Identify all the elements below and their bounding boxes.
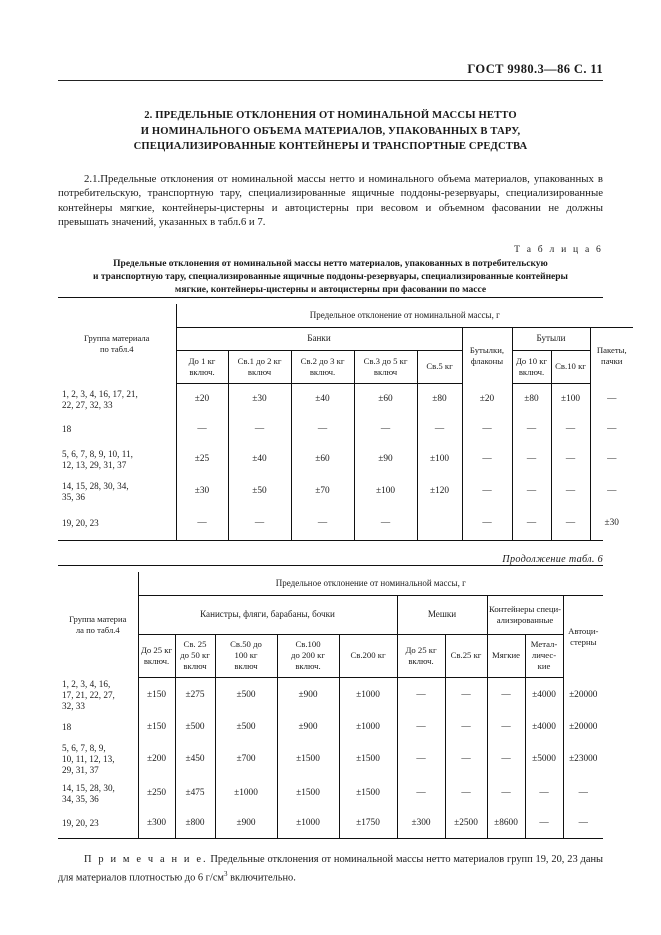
table-6-header-banki: Банки [176, 327, 462, 350]
page-content [58, 62, 627, 896]
table-6-cont-row-3-group: 14, 15, 28, 30, 34, 35, 36 [58, 778, 138, 810]
table-6-cell-4-5: — [462, 508, 512, 540]
table-6-cell-3-8: — [590, 476, 633, 508]
table-6-cont-row-4-group: 19, 20, 23 [58, 810, 138, 838]
note-text-after: включительно. [227, 872, 296, 884]
table-6-wrapper [58, 297, 627, 541]
table-6-cell-0-1: ±30 [228, 383, 291, 416]
table-6-cell-2-0: ±25 [176, 444, 228, 476]
table-row [58, 383, 633, 416]
table-6-cont-cell-4-0: ±300 [138, 810, 175, 838]
table-6-cell-1-8: — [590, 416, 633, 444]
table-6-cont-row-2-group: 5, 6, 7, 8, 9, 10, 11, 12, 13, 29, 31, 37 [58, 742, 138, 778]
table-6-caption-line-3: мягкие, контейнеры-цистерны и автоцистерны при фасовании по массе [174, 284, 487, 295]
table-6-cell-2-8: — [590, 444, 633, 476]
table-6-cont-cell-1-3: ±900 [277, 714, 339, 742]
table-6-subheader-6: Св.10 кг [551, 350, 590, 383]
table-row [58, 677, 603, 714]
table-6-cell-1-3: — [354, 416, 417, 444]
table-row [58, 444, 633, 476]
table-6-continuation-label: Продолжение табл. 6 [502, 553, 603, 565]
table-6-cont-cell-4-3: ±1000 [277, 810, 339, 838]
table-6-subheader-4: Св.5 кг [417, 350, 462, 383]
table-6-cont-group-header-line-2: ла по табл.4 [75, 624, 120, 635]
table-6-header-butylki-line-2: флаконы [470, 355, 504, 366]
table-6-subheader-5: До 10 кг включ. [512, 350, 551, 383]
table-6-cont-cell-2-2: ±700 [215, 742, 277, 778]
table-6-cell-1-0: — [176, 416, 228, 444]
table-6-cont-span-header: Предельное отклонение от номинальной массы, г [138, 572, 603, 596]
table-6-cont-header-meshki: Мешки [397, 595, 487, 634]
table-6-cont-cell-0-5: — [397, 677, 445, 714]
table-6-row-0-group: 1, 2, 3, 4, 16, 17, 21, 22, 27, 32, 33 [58, 383, 176, 416]
note-label: П р и м е ч а н и е. [84, 853, 208, 865]
table-6-cell-3-0: ±30 [176, 476, 228, 508]
table-6-cont-cell-3-0: ±250 [138, 778, 175, 810]
table-row [58, 810, 603, 838]
table-6-cell-2-5: — [462, 444, 512, 476]
table-6-cell-1-7: — [551, 416, 590, 444]
table-6-cont-cell-3-4: ±1500 [339, 778, 397, 810]
table-6-cell-4-1: — [228, 508, 291, 540]
table-6-cell-2-6: — [512, 444, 551, 476]
note-text-before: Предельные отклонения от номинальной массы нетто материалов групп 19, 20, 23 даны для материалов плотностью до 6 г/см [58, 853, 603, 884]
table-6-cont-cell-4-9: — [563, 810, 603, 838]
table-6-cont-cell-2-9: ±23000 [563, 742, 603, 778]
table-row [58, 476, 633, 508]
table-6-cell-3-6: — [512, 476, 551, 508]
table-6-row-4-group: 19, 20, 23 [58, 508, 176, 540]
table-6-header-pakety [590, 327, 633, 383]
table-6-header-butyli: Бутыли [512, 327, 590, 350]
table-6-continued [58, 572, 603, 838]
table-6-cont-cell-1-1: ±500 [175, 714, 215, 742]
table-6-cont-cell-0-9: ±20000 [563, 677, 603, 714]
table-6-cont-cell-0-0: ±150 [138, 677, 175, 714]
table-6-cell-4-6: — [512, 508, 551, 540]
table-6-group-header-line-1: Группа материала [84, 332, 150, 343]
table-6-cell-1-6: — [512, 416, 551, 444]
table-6-cont-cell-2-3: ±1500 [277, 742, 339, 778]
table-6-header-row-span [58, 304, 633, 328]
table-6-cell-2-2: ±60 [291, 444, 354, 476]
table-6-cont-cell-2-0: ±200 [138, 742, 175, 778]
table-6-cont-subheader-6: Св.25 кг [445, 634, 487, 677]
table-6-cont-cell-1-6: — [445, 714, 487, 742]
table-6-header-pakety-line-1: Пакеты, [596, 344, 627, 355]
table-6-cell-1-4: — [417, 416, 462, 444]
table-row [58, 742, 603, 778]
table-6-cell-3-1: ±50 [228, 476, 291, 508]
table-6-cont-cell-2-4: ±1500 [339, 742, 397, 778]
standard-designation: ГОСТ 9980.3—86 С. 11 [467, 62, 603, 76]
table-6-cont-cell-0-7: — [487, 677, 525, 714]
table-6-cont-subheader-5: До 25 кг включ. [397, 634, 445, 677]
table-row [58, 714, 603, 742]
table-6-cont-cell-1-5: — [397, 714, 445, 742]
table-6-cont-cell-4-6: ±2500 [445, 810, 487, 838]
table-6-cont-cell-3-1: ±475 [175, 778, 215, 810]
table-6-header-butylki [462, 327, 512, 383]
table-row [58, 416, 633, 444]
table-row [58, 508, 633, 540]
table-6-cont-cell-1-4: ±1000 [339, 714, 397, 742]
table-6-cell-0-6: ±80 [512, 383, 551, 416]
table-6-cont-cell-4-8: — [525, 810, 563, 838]
table-6-cont-subheader-8: Метал- личес- кие [525, 634, 563, 677]
table-6-row-2-group: 5, 6, 7, 8, 9, 10, 11, 12, 13, 29, 31, 37 [58, 444, 176, 476]
table-6-cell-4-3: — [354, 508, 417, 540]
table-6-cont-cell-2-7: — [487, 742, 525, 778]
table-6-cont-cell-0-4: ±1000 [339, 677, 397, 714]
table-6-cont-cell-4-1: ±800 [175, 810, 215, 838]
table-6-cont-cell-1-0: ±150 [138, 714, 175, 742]
table-6-cell-0-0: ±20 [176, 383, 228, 416]
table-6-cell-2-4: ±100 [417, 444, 462, 476]
clause-2-1-paragraph: 2.1.Предельные отклонения от номинальной массы нетто и номинального объема материалов, упакованных в потребительскую, транспортную тару, специализированные ящичные поддоны-резервуары, специализированные контейнеры мягкие, контейнеры-цистерны и автоцистерны при весовом и объемном фасовании не должны превышать значений, указанных в табл.6 и 7. [58, 172, 603, 229]
table-6-cont-cell-4-5: ±300 [397, 810, 445, 838]
table-note [58, 853, 603, 885]
table-6-cont-subheader-4: Св.200 кг [339, 634, 397, 677]
table-6-cont-cell-0-3: ±900 [277, 677, 339, 714]
section-title-line-1: 2. ПРЕДЕЛЬНЫЕ ОТКЛОНЕНИЯ ОТ НОМИНАЛЬНОЙ МАССЫ НЕТТО [144, 110, 517, 121]
table-6-subheader-2: Св.2 до 3 кг включ. [291, 350, 354, 383]
section-title [58, 108, 603, 155]
table-6-cell-2-1: ±40 [228, 444, 291, 476]
table-6-cell-1-5: — [462, 416, 512, 444]
table-6-cont-cell-3-3: ±1500 [277, 778, 339, 810]
table-6-cont-cell-4-7: ±8600 [487, 810, 525, 838]
table-6-cont-cell-1-8: ±4000 [525, 714, 563, 742]
table-6-caption-line-1: Предельные отклонения от номинальной массы нетто материалов, упакованных в потребительскую [113, 258, 548, 269]
table-6-group-header-line-2: по табл.4 [99, 343, 134, 354]
table-6-subheader-1: Св.1 до 2 кг включ [228, 350, 291, 383]
table-6-caption [58, 258, 603, 297]
table-6-group-header [58, 304, 176, 384]
table-6-cont-cell-0-8: ±4000 [525, 677, 563, 714]
table-6-number: Т а б л и ц а 6 [514, 243, 603, 255]
table-6-subheader-3: Св.3 до 5 кг включ [354, 350, 417, 383]
table-6-cont-cell-4-2: ±900 [215, 810, 277, 838]
table-6-cell-3-2: ±70 [291, 476, 354, 508]
table-6-cont-cell-3-9: — [563, 778, 603, 810]
table-6-cont-cell-2-6: — [445, 742, 487, 778]
table-6-cont-header-row-sub [58, 634, 603, 677]
table-6-cell-4-8: ±30 [590, 508, 633, 540]
table-6-cont-subheader-3: Св.100 до 200 кг включ. [277, 634, 339, 677]
table-6-cont-cell-3-7: — [487, 778, 525, 810]
table-6-cont-cell-3-8: — [525, 778, 563, 810]
table-6-cont-subheader-2: Св.50 до 100 кг включ [215, 634, 277, 677]
note-superscript: 3 [224, 869, 228, 878]
table-6-cell-4-2: — [291, 508, 354, 540]
table-6-cont-cell-0-2: ±500 [215, 677, 277, 714]
table-6-cont-cell-1-9: ±20000 [563, 714, 603, 742]
header-rule [58, 80, 603, 81]
table-6-cont-row-1-group: 18 [58, 714, 138, 742]
table-6-cont-header-row-span [58, 572, 603, 596]
table-6-cont-cell-3-5: — [397, 778, 445, 810]
table-6-cell-2-3: ±90 [354, 444, 417, 476]
table-6-cell-0-7: ±100 [551, 383, 590, 416]
table-6-cont-cell-1-7: — [487, 714, 525, 742]
table-6-cell-3-3: ±100 [354, 476, 417, 508]
table-6-span-header: Предельное отклонение от номинальной массы, г [176, 304, 633, 328]
section-title-line-2: И НОМИНАЛЬНОГО ОБЪЕМА МАТЕРИАЛОВ, УПАКОВАННЫХ В ТАРУ, [140, 125, 521, 137]
table-6-cont-group-header-line-1: Группа материа [69, 613, 127, 624]
table-6-cell-4-7: — [551, 508, 590, 540]
table-6-cell-0-4: ±80 [417, 383, 462, 416]
table-6-cont-cell-2-8: ±5000 [525, 742, 563, 778]
table-6-cell-2-7: — [551, 444, 590, 476]
document-header [58, 62, 603, 84]
table-6 [58, 304, 633, 540]
table-6-cont-subheader-1: Св. 25 до 50 кг включ [175, 634, 215, 677]
table-6-row-1-group: 18 [58, 416, 176, 444]
table-6-cont-subheader-7: Мягкие [487, 634, 525, 677]
table-6-cell-1-1: — [228, 416, 291, 444]
table-row [58, 778, 603, 810]
table-6-cell-3-7: — [551, 476, 590, 508]
table-6-cont-header-kanistry: Канистры, фляги, барабаны, бочки [138, 595, 397, 634]
table-6-cont-cell-0-6: — [445, 677, 487, 714]
table-6-cont-header-row-groups [58, 595, 603, 634]
section-title-line-3: СПЕЦИАЛИЗИРОВАННЫЕ КОНТЕЙНЕРЫ И ТРАНСПОРТНЫЕ СРЕДСТВА [133, 141, 528, 152]
table-6-cell-0-5: ±20 [462, 383, 512, 416]
table-6-cont-wrapper [58, 565, 603, 839]
table-6-cont-cell-0-1: ±275 [175, 677, 215, 714]
table-6-cont-cell-3-2: ±1000 [215, 778, 277, 810]
table-6-cell-3-4: ±120 [417, 476, 462, 508]
table-6-cell-3-5: — [462, 476, 512, 508]
table-6-row-3-group: 14, 15, 28, 30, 34, 35, 36 [58, 476, 176, 508]
table-6-cont-header-avto: Автоци- стерны [563, 595, 603, 677]
table-6-cell-0-8: — [590, 383, 633, 416]
table-6-cell-0-3: ±60 [354, 383, 417, 416]
table-6-cell-4-4 [417, 508, 462, 540]
table-6-cell-1-2: — [291, 416, 354, 444]
table-6-cell-4-0: — [176, 508, 228, 540]
table-6-header-pakety-line-2: пачки [601, 355, 623, 366]
table-6-cont-header-konteynery: Контейнеры специ- ализированные [487, 595, 563, 634]
table-6-subheader-0: До 1 кг включ. [176, 350, 228, 383]
table-6-cont-cell-2-5: — [397, 742, 445, 778]
table-6-cont-cell-2-1: ±450 [175, 742, 215, 778]
table-6-caption-line-2: и транспортную тару, специализированные ящичные поддоны-резервуары, специализированные контейнеры [93, 271, 568, 282]
table-6-cont-cell-4-4: ±1750 [339, 810, 397, 838]
table-6-cell-0-2: ±40 [291, 383, 354, 416]
table-6-cont-cell-1-2: ±500 [215, 714, 277, 742]
table-6-cont-subheader-0: До 25 кг включ. [138, 634, 175, 677]
table-6-cont-row-0-group: 1, 2, 3, 4, 16, 17, 21, 22, 27, 32, 33 [58, 677, 138, 714]
table-6-cont-group-header [58, 572, 138, 678]
table-6-cont-cell-3-6: — [445, 778, 487, 810]
table-6-header-butylki-line-1: Бутылки, [469, 344, 505, 355]
